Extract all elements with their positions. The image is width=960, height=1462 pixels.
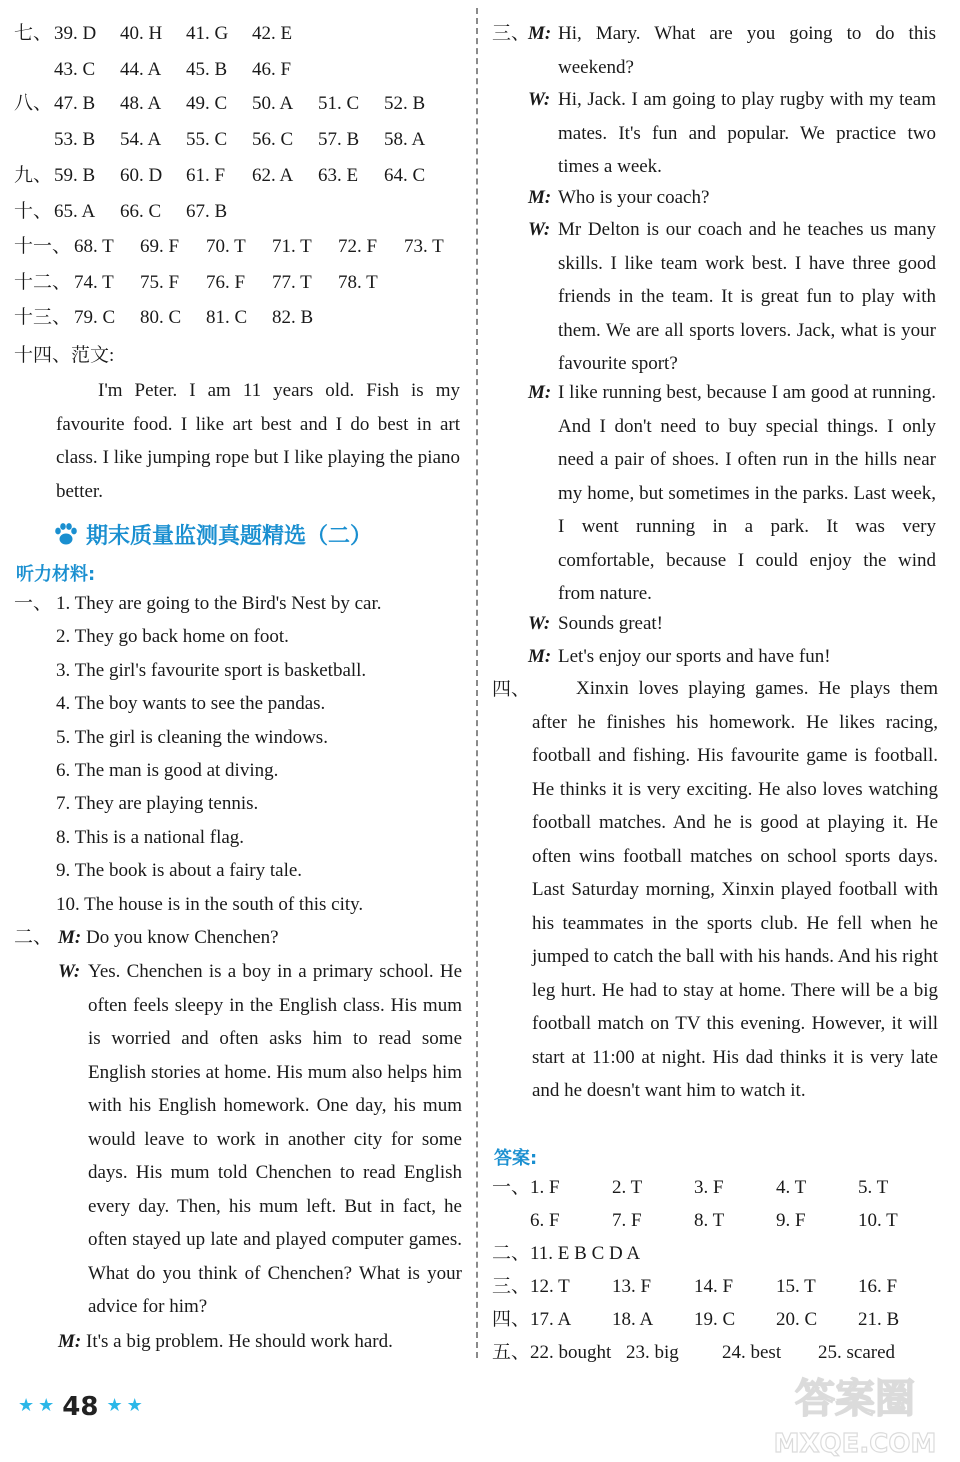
listening-sentence: 9. The book is about a fairy tale. — [56, 860, 303, 882]
answer-item: 60. D — [120, 165, 163, 186]
answer-item: 50. A — [252, 93, 294, 114]
paw-icon — [52, 520, 80, 548]
dialogue-text: Yes. Chenchen is a boy in a primary school. He often feels sleepy in the English class. His mum is worried and often asks him to read some English stories at home. His mum also helps him with his English homework. One day, his mum would leave to work in another city for some days. His mum told Chenchen to read English every day. Then, his mum left. But in fact, he often stayed up late and played computer games. What do you think of Chenchen? What is your advice for him? — [88, 961, 462, 1317]
answer-item: 68. T — [74, 236, 114, 257]
answer-item: 22. bought — [530, 1342, 612, 1363]
answer-item: 74. T — [74, 272, 114, 293]
part2-prefix: 二、 — [14, 927, 53, 948]
section-number: 四、 — [492, 1309, 531, 1330]
section-number: 十二、 — [14, 272, 72, 293]
section-number: 十三、 — [14, 307, 72, 328]
star-icon: ★ — [106, 1395, 123, 1415]
listening-sentence: 3. The girl's favourite sport is basketball. — [56, 659, 367, 681]
answer-item: 25. scared — [818, 1342, 896, 1363]
answer-item: 9. F — [776, 1210, 806, 1231]
answer-item: 47. B — [54, 93, 96, 114]
column-divider — [476, 8, 478, 1358]
answer-item: 40. H — [120, 23, 163, 44]
section-number: 三、 — [492, 1276, 531, 1297]
answer-item: 67. B — [186, 201, 228, 222]
speaker-label: M: — [528, 382, 552, 403]
answer-row — [14, 164, 450, 188]
answer-row — [492, 1176, 940, 1200]
star-icon: ★ — [38, 1395, 55, 1415]
answer-item: 73. T — [404, 236, 444, 257]
answer-item: 77. T — [272, 272, 312, 293]
answer-item: 70. T — [206, 236, 246, 257]
answer-row — [492, 1341, 914, 1365]
section-number: 九、 — [14, 165, 53, 186]
section-number: 二、 — [492, 1243, 531, 1264]
answer-row — [14, 306, 338, 330]
section-title — [52, 520, 372, 554]
answer-item: 63. E — [318, 165, 359, 186]
answer-item: 2. T — [612, 1177, 643, 1198]
listening-sentence: 7. They are playing tennis. — [56, 793, 259, 815]
section-number: 一、 — [492, 1177, 531, 1198]
answer-item: 66. C — [120, 201, 162, 222]
answer-item: 4. T — [776, 1177, 807, 1198]
answer-item: 7. F — [612, 1210, 642, 1231]
listening-label: 听力材料: — [16, 564, 96, 585]
answer-item: 69. F — [140, 236, 180, 257]
part4-passage: Xinxin loves playing games. He plays them after he finishes his homework. He likes racing, football and fishing. His favourite game is football. He thinks it is very exciting. He also loves watching football matches. And he is good at playing it. He often wins football matches on school sports days. Last Saturday morning, Xinxin played football with his teammates in the sports club. He fell when he jumped to catch the ball with his hands. And his right leg hurt. He had to stay at home. There will be a big football match on TV this evening. However, it will start at 11:00 at night. His dad thinks it is very late and he doesn't want him to watch it. — [532, 678, 938, 1101]
answer-item: 61. F — [186, 165, 226, 186]
answer-item: 10. T — [858, 1210, 898, 1231]
answer-item: 75. F — [140, 272, 180, 293]
answer-item: 80. C — [140, 307, 182, 328]
answer-item: 3. F — [694, 1177, 724, 1198]
answer-item: 58. A — [384, 129, 426, 150]
speaker-label: M: — [528, 187, 552, 208]
answer-item: 39. D — [54, 23, 97, 44]
speaker-label: W: — [58, 961, 81, 982]
page-footer — [18, 1392, 143, 1426]
answer-item: 78. T — [338, 272, 378, 293]
answer-item: 82. B — [272, 307, 314, 328]
part3-prefix: 三、 — [492, 23, 531, 44]
essay-label: 十四、范文: — [14, 345, 115, 366]
dialogue-text: Hi, Mary. What are you going to do this weekend? — [558, 23, 936, 78]
answer-item: 43. C — [54, 59, 96, 80]
answer-item: 17. A — [530, 1309, 572, 1330]
answer-item: 48. A — [120, 93, 162, 114]
answer-item: 12. T — [530, 1276, 570, 1297]
answer-item: 64. C — [384, 165, 426, 186]
dialogue-text: Who is your coach? — [558, 187, 710, 208]
section-number: 八、 — [14, 93, 53, 114]
speaker-label: W: — [528, 89, 551, 110]
model-essay: I'm Peter. I am 11 years old. Fish is my favourite food. I like art best and I do best in art class. I like jumping rope but I like playing the piano better. — [56, 380, 460, 502]
dialogue-text: Sounds great! — [558, 613, 664, 634]
answer-item: 6. F — [530, 1210, 560, 1231]
speaker-label: W: — [528, 219, 551, 240]
answer-item: 11. E B C D A — [530, 1243, 641, 1264]
answer-row — [492, 1242, 644, 1266]
answer-row — [14, 58, 318, 82]
answer-item: 71. T — [272, 236, 312, 257]
watermark-logo — [760, 1364, 950, 1460]
answer-row — [14, 92, 450, 116]
answer-item: 14. F — [694, 1276, 734, 1297]
star-icon: ★ — [18, 1395, 35, 1415]
answer-item: 54. A — [120, 129, 162, 150]
dialogue-text: Mr Delton is our coach and he teaches us many skills. I like team work best. I have three good friends in the team. It is great fun to play with them. We are all sports lovers. Jack, what is your favourite sport? — [558, 219, 936, 374]
answer-item: 23. big — [626, 1342, 679, 1363]
speaker-label: M: — [58, 1331, 82, 1352]
speaker-label: M: — [528, 646, 552, 667]
answer-item: 42. E — [252, 23, 293, 44]
answer-item: 53. B — [54, 129, 96, 150]
answer-item: 59. B — [54, 165, 96, 186]
answer-item: 24. best — [722, 1342, 782, 1363]
answer-row — [14, 128, 450, 152]
answer-item: 16. F — [858, 1276, 898, 1297]
answer-row — [492, 1209, 940, 1233]
watermark-url: MXQE.COM — [773, 1429, 937, 1459]
part4-prefix: 四、 — [492, 679, 531, 700]
answer-item: 44. A — [120, 59, 162, 80]
answer-item: 18. A — [612, 1309, 654, 1330]
answer-item: 62. A — [252, 165, 294, 186]
answer-item: 21. B — [858, 1309, 900, 1330]
answer-item: 65. A — [54, 201, 96, 222]
answer-item: 81. C — [206, 307, 248, 328]
section-number: 十、 — [14, 201, 53, 222]
listening-sentence: 6. The man is good at diving. — [56, 760, 279, 781]
answer-item: 19. C — [694, 1309, 736, 1330]
answer-item: 46. F — [252, 59, 292, 80]
answer-row — [14, 200, 252, 224]
answer-row — [492, 1275, 940, 1299]
answer-item: 41. G — [186, 23, 229, 44]
dialogue-text: It's a big problem. He should work hard. — [86, 1331, 393, 1352]
answer-item: 57. B — [318, 129, 360, 150]
answer-item: 15. T — [776, 1276, 816, 1297]
section-number: 十一、 — [14, 236, 72, 257]
section-number: 七、 — [14, 23, 53, 44]
answer-item: 52. B — [384, 93, 426, 114]
speaker-label: W: — [528, 613, 551, 634]
answer-row — [14, 271, 404, 295]
watermark-text: 答案圈 — [795, 1376, 915, 1422]
answers-label: 答案: — [494, 1148, 538, 1169]
answer-row — [492, 1308, 940, 1332]
answer-item: 76. F — [206, 272, 246, 293]
listening-sentence: 8. This is a national flag. — [56, 826, 245, 848]
section-number: 五、 — [492, 1342, 531, 1363]
listening-sentence: 10. The house is in the south of this city. — [56, 893, 364, 915]
answer-item: 8. T — [694, 1210, 725, 1231]
speaker-label: M: — [528, 23, 552, 44]
answer-item: 1. F — [530, 1177, 560, 1198]
answer-item: 49. C — [186, 93, 228, 114]
answer-item: 72. F — [338, 236, 378, 257]
answer-item: 51. C — [318, 93, 360, 114]
answer-item: 13. F — [612, 1276, 652, 1297]
answer-item: 45. B — [186, 59, 228, 80]
dialogue-text: Hi, Jack. I am going to play rugby with my team mates. It's fun and popular. We practice two times a week. — [558, 89, 936, 177]
dialogue-text: Do you know Chenchen? — [86, 927, 279, 948]
page-number: 48 — [62, 1392, 99, 1422]
answer-item: 55. C — [186, 129, 228, 150]
listening-sentence: 4. The boy wants to see the pandas. — [56, 693, 326, 715]
answer-row — [14, 22, 318, 46]
listening-sentence: 2. They go back home on foot. — [56, 626, 289, 648]
answer-item: 56. C — [252, 129, 294, 150]
listening-sentence: 1. They are going to the Bird's Nest by car. — [56, 593, 382, 614]
answer-item: 79. C — [74, 307, 116, 328]
part1-prefix: 一、 — [14, 593, 53, 614]
answer-row — [14, 235, 470, 259]
star-icon: ★ — [126, 1395, 143, 1415]
dialogue-text: Let's enjoy our sports and have fun! — [558, 646, 831, 667]
listening-sentence: 5. The girl is cleaning the windows. — [56, 726, 328, 748]
answer-item: 5. T — [858, 1177, 889, 1198]
answer-item: 20. C — [776, 1309, 818, 1330]
section-title-text: 期末质量监测真题精选（二） — [86, 524, 373, 549]
dialogue-text: I like running best, because I am good at running. And I don't need to buy special things. I only need a pair of shoes. I often run in the hills near my home, but sometimes in the parks. Last week, I went running in a park. It was very comfortable, because I could enjoy the wind from nature. — [558, 382, 936, 604]
speaker-label: M: — [58, 927, 82, 948]
